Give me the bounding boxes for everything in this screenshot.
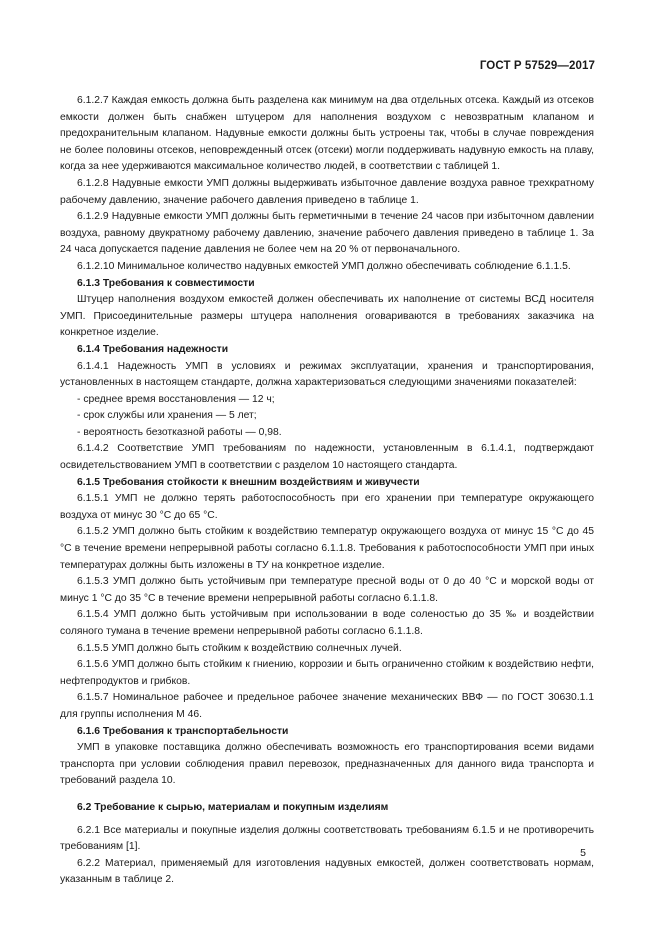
paragraph-6-1-5-6: 6.1.5.6 УМП должно быть стойким к гниению, коррозии и быть ограниченно стойким к воздействию нефти, нефтепродуктов и грибков. <box>60 659 594 687</box>
paragraph-6-1-5-2: 6.1.5.2 УМП должно быть стойким к воздействию температур окружающего воздуха от минус 15 °С до 45 °С в течение времени непрерывной работы согласно 6.1.1.8. Требования к работоспособности УМП при иных температурах должны быть изложены в ТУ на конкретное изделие. <box>60 526 594 571</box>
page-number: 5 <box>580 847 586 859</box>
heading-6-1-3: 6.1.3 Требования к совместимости <box>77 277 255 289</box>
paragraph-6-1-5-5: 6.1.5.5 УМП должно быть стойким к воздействию солнечных лучей. <box>77 642 402 654</box>
heading-6-1-6: 6.1.6 Требования к транспортабельности <box>77 725 289 737</box>
heading-6-1-4: 6.1.4 Требования надежности <box>77 343 229 355</box>
paragraph-6-1-5-7: 6.1.5.7 Номинальное рабочее и предельное рабочее значение механических ВВФ — по ГОСТ 30630.1.1 для группы исполнения М 46. <box>60 692 594 720</box>
paragraph-6-1-2-10: 6.1.2.10 Минимальное количество надувных емкостей УМП должно обеспечивать соблюдение 6.1.1.5. <box>77 260 571 272</box>
paragraph-6-2-2: 6.2.2 Материал, применяемый для изготовления надувных емкостей, должен соответствовать нормам, указанным в таблице 2. <box>60 857 594 886</box>
paragraph-6-1-2-7: 6.1.2.7 Каждая емкость должна быть разделена как минимум на два отдельных отсека. Каждый из отсеков емкости должен быть снабжен штуцером для наполнения воздухом с невозвратным клапаном и предохранительным клапаном. Надувные емкости должны быть устроены так, чтобы в случае повреждения не более половины отсеков, неповрежденный отсек (отсеки) могли поддерживать надувную емкость на плаву, когда за нее удерживаются максимальное количество людей, в соответствии с таблицей 1. <box>60 95 594 173</box>
paragraph-6-1-4-1: 6.1.4.1 Надежность УМП в условиях и режимах эксплуатации, хранения и транспортирования, установленных в настоящем стандарте, должна характеризоваться следующими значениями показателей: <box>60 360 594 389</box>
document-body <box>60 93 594 889</box>
list-item: - срок службы или хранения — 5 лет; <box>77 410 257 422</box>
list-item: - среднее время восстановления — 12 ч; <box>77 393 275 405</box>
paragraph-6-1-3: Штуцер наполнения воздухом емкостей должен обеспечивать их наполнение от системы ВСД носителя УМП. Присоединительные размеры штуцера наполнения оговариваются в требованиях заказчика на конкретное изделие. <box>60 294 594 339</box>
paragraph-6-1-5-3: 6.1.5.3 УМП должно быть устойчивым при температуре пресной воды от 0 до 40 °С и морской воды от минус 1 °С до 35 °С в течение времени непрерывной работы согласно 6.1.1.8. <box>60 576 594 604</box>
heading-6-2: 6.2 Требование к сырью, материалам и покупным изделиям <box>77 801 389 813</box>
paragraph-6-1-5-4: 6.1.5.4 УМП должно быть устойчивым при использовании в воде соленостью до 35 ‰ и воздействии соляного тумана в течение времени непрерывной работы согласно 6.1.1.8. <box>60 609 594 637</box>
list-item: - вероятность безотказной работы — 0,98. <box>77 426 282 438</box>
paragraph-6-1-2-9: 6.1.2.9 Надувные емкости УМП должны быть герметичными в течение 24 часов при избыточном давлении воздуха, равному двукратному рабочему давлению, значение рабочего давления приведено в таблице 1. За 24 часа допускается падение давления не более чем на 20 % от первоначального. <box>60 211 594 256</box>
paragraph-6-1-6: УМП в упаковке поставщика должно обеспечивать возможность его транспортирования всеми видами транспорта при условии соблюдения правил перевозок, предназначенных для данного вида транспорта и требований раздела 10. <box>60 742 594 787</box>
paragraph-6-1-4-2: 6.1.4.2 Соответствие УМП требованиям по надежности, установленным в 6.1.4.1, подтверждают освидетельствованием УМП в соответствии с разделом 10 настоящего стандарта. <box>60 443 594 472</box>
paragraph-6-2-1: 6.2.1 Все материалы и покупные изделия должны соответствовать требованиям 6.1.5 и не противоречить требованиям [1]. <box>60 824 594 853</box>
paragraph-6-1-5-1: 6.1.5.1 УМП не должно терять работоспособность при его хранении при температуре окружающего воздуха от минус 30 °С до 65 °С. <box>60 493 594 521</box>
standard-id-header: ГОСТ Р 57529—2017 <box>479 60 595 72</box>
heading-6-1-5: 6.1.5 Требования стойкости к внешним воздействиям и живучести <box>77 476 420 488</box>
paragraph-6-1-2-8: 6.1.2.8 Надувные емкости УМП должны выдерживать избыточное давление воздуха равное трехкратному рабочему давлению, значение рабочего давления приведено в таблице 1. <box>60 177 594 206</box>
